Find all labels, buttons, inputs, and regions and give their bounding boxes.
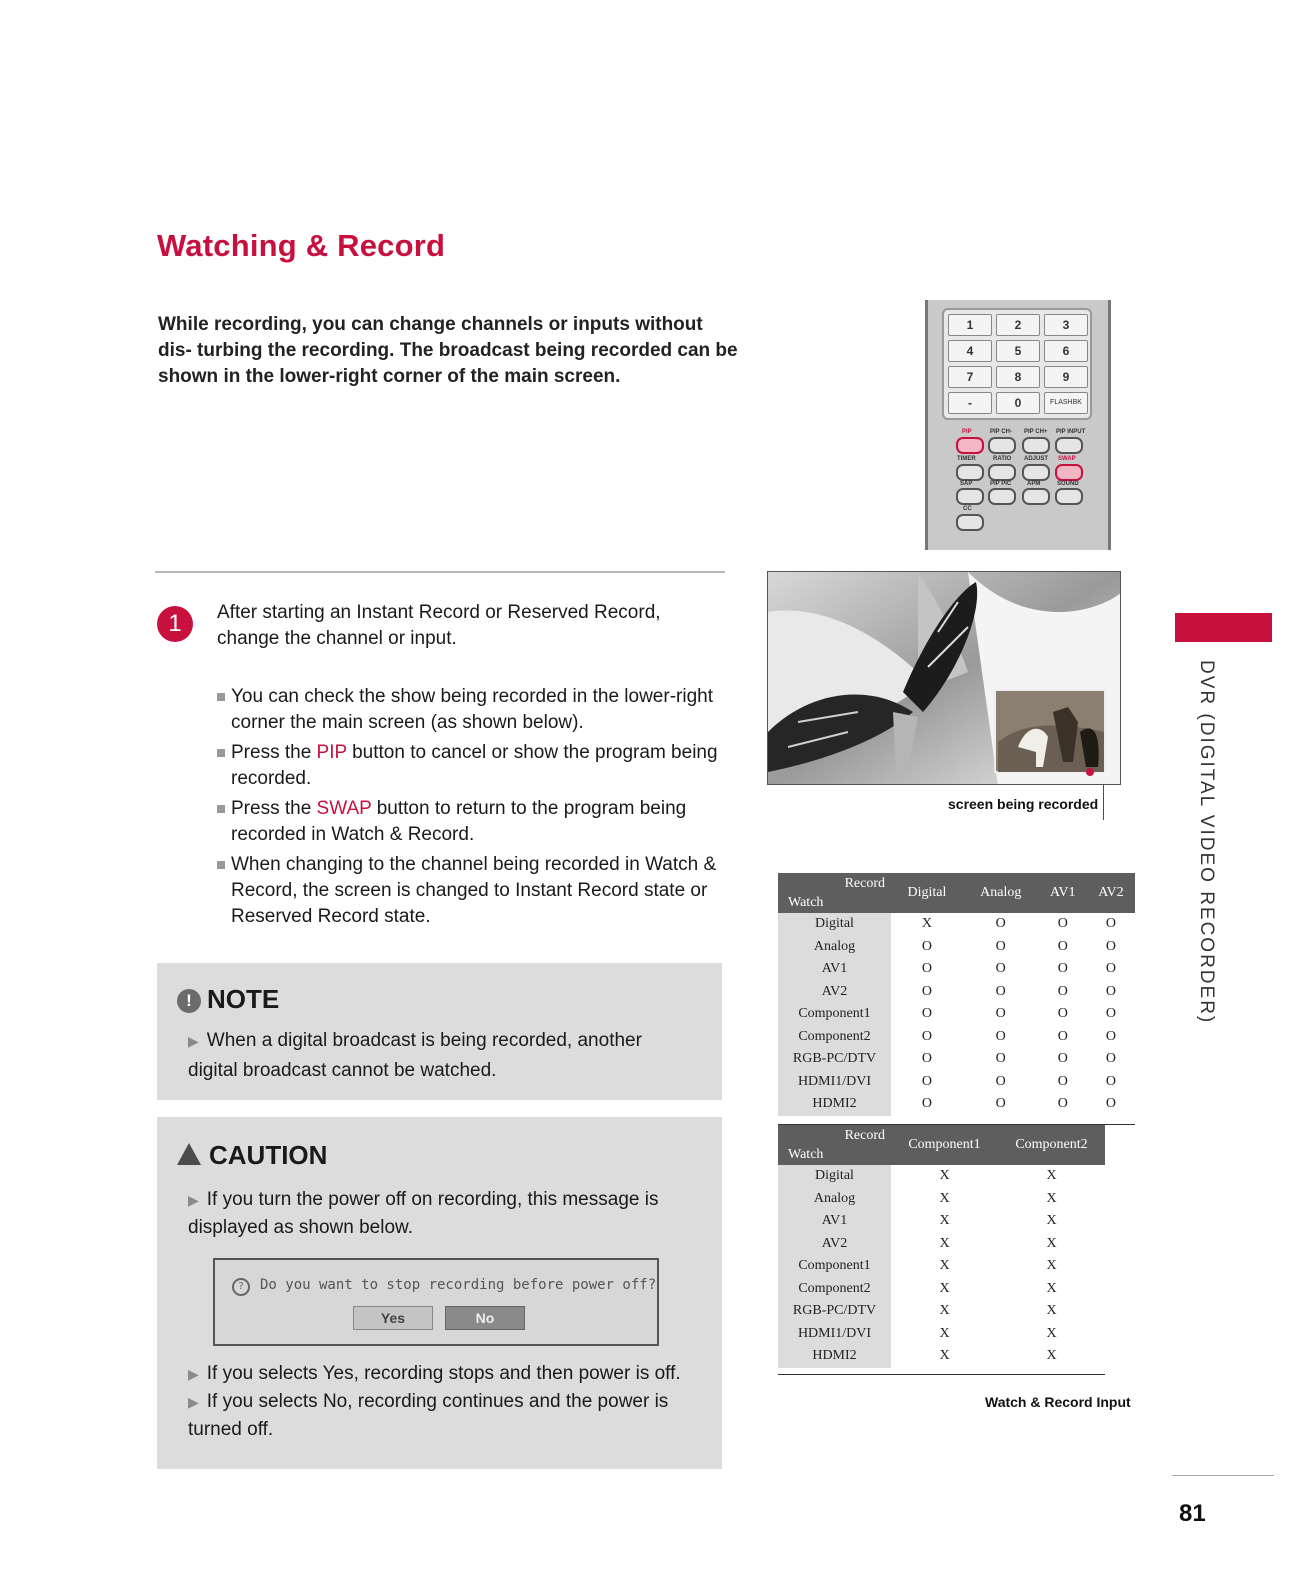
arrow-bullet-icon: ▶ [188,1394,199,1410]
bullet-square-icon [217,693,225,701]
arrow-bullet-icon: ▶ [188,1192,199,1208]
table2-cell: X [939,1280,950,1296]
table1-cell: O [1105,938,1116,954]
table2-row-header: Analog [778,1188,891,1211]
table1-row-header: RGB-PC/DTV [778,1048,891,1071]
table2-cell: X [939,1258,950,1274]
table2-cell: X [1046,1280,1057,1296]
remote-label-timer: TIMER [957,456,976,462]
bullet-square-icon [217,861,225,869]
remote-label-adjust: ADJUST [1024,456,1049,462]
table1-cell: O [1105,961,1116,977]
watch-record-table-1 [778,873,1135,1116]
remote-pip-pic-button [988,488,1016,505]
table1-row [778,1071,1135,1094]
remote-label-pip-ch-down: PIP CH- [990,429,1012,435]
intro-paragraph: While recording, you can change channels or inputs without dis- turbing the recording. The broadcast being recorded can be shown in the lower-right corner of the main screen. [158,314,738,387]
bullet-item: When changing to the channel being recorded in Watch & Record, the screen is changed to Instant Record state or Reserved Record state. [217,852,727,930]
table2-cell: X [1046,1258,1057,1274]
table1-cell: O [1057,961,1068,977]
table1-corner-header: Record Watch [778,873,891,913]
remote-swap-button [1055,464,1083,481]
table2-cell: X [1046,1348,1057,1364]
arrow-bullet-icon: ▶ [188,1366,199,1382]
power-off-dialog [213,1258,659,1346]
table1-col-header: Analog [963,873,1039,913]
remote-label-pip-ch-up: PIP CH+ [1024,429,1048,435]
dialog-message: ? Do you want to stop recording before power off? [232,1277,656,1296]
remote-pip-button [956,437,984,454]
remote-key-dash: - [948,392,992,414]
remote-label-apm: APM [1027,481,1041,487]
table1-cell: O [995,961,1006,977]
table2-cell: X [1046,1190,1057,1206]
table2-cell: X [1046,1325,1057,1341]
bullet-item: Press the SWAP button to return to the program being recorded in Watch & Record. [217,796,727,848]
caution-heading: CAUTION [177,1140,327,1171]
table2-row-header: Digital [778,1165,891,1188]
table1-row [778,1003,1135,1026]
bullet-item: Press the PIP button to cancel or show the program being recorded. [217,740,727,792]
remote-key-flashbk: FLASHBK [1044,392,1088,414]
table2-row [778,1345,1105,1368]
footer-rule [1172,1475,1274,1476]
bullet-square-icon [217,805,225,813]
table1-cell: O [1105,1096,1116,1112]
table2-body [778,1165,1105,1368]
table1-cell: O [995,938,1006,954]
question-icon: ? [232,1278,250,1296]
remote-sap-button [956,488,984,505]
remote-key-7: 7 [948,366,992,388]
caution-text-1: ▶ If you turn the power off on recording, this message is displayed as shown below. [188,1189,659,1238]
table2-corner-header: Record Watch [778,1125,891,1165]
remote-label-cc: CC [963,506,972,512]
table2-row [778,1188,1105,1211]
remote-key-3: 3 [1044,314,1088,336]
remote-sound-button [1055,488,1083,505]
table1-cell: O [1105,1006,1116,1022]
table2-row [778,1323,1105,1346]
table2-row-header: AV2 [778,1233,891,1256]
table2-row-header: Component1 [778,1255,891,1278]
watch-record-table-2 [778,1125,1105,1368]
table1-cell: O [1105,1051,1116,1067]
dialog-no-button[interactable]: No [445,1306,525,1330]
table1-cell: O [1057,938,1068,954]
bullet-item: You can check the show being recorded in the lower-right corner the main screen (as shown below). [217,684,727,736]
remote-cc-button [956,514,984,531]
table1-row-header: AV1 [778,958,891,981]
remote-pip-input-button [1055,437,1083,454]
remote-label-pip-input: PIP INPUT [1056,429,1086,435]
butterfly-image [768,572,1121,785]
remote-key-1: 1 [948,314,992,336]
table2-row [778,1278,1105,1301]
table1-row-header: Digital [778,913,891,936]
table1-row [778,913,1135,936]
remote-label-sap: SAP [960,481,973,487]
table1-col-header: AV1 [1039,873,1087,913]
remote-label-swap: SWAP [1058,456,1076,462]
table1-cell: O [1105,1028,1116,1044]
table1-row-header: Component1 [778,1003,891,1026]
warning-triangle-icon [177,1143,201,1165]
table2-row-header: Component2 [778,1278,891,1301]
table2-cell: X [1046,1235,1057,1251]
table1-cell: O [921,1051,932,1067]
table1-cell: O [921,1073,932,1089]
table-caption: Watch & Record Input [985,1394,1131,1410]
table1-cell: O [1057,1051,1068,1067]
table1-col-header: AV2 [1087,873,1135,913]
remote-key-6: 6 [1044,340,1088,362]
swap-key-name: SWAP [316,798,372,819]
table1-row-header: AV2 [778,981,891,1004]
table2-cell: X [939,1235,950,1251]
table2-cell: X [939,1325,950,1341]
caution-bullet-no: ▶ If you selects No, recording continues and the power is turned off. [188,1391,669,1440]
remote-timer-button [956,464,984,481]
table1-row-header: HDMI1/DVI [778,1071,891,1094]
table1-cell: O [1057,1028,1068,1044]
table1-cell: O [921,1096,932,1112]
table1-cell: O [1057,1073,1068,1089]
remote-key-0: 0 [996,392,1040,414]
table1-row [778,936,1135,959]
dialog-yes-button[interactable]: Yes [353,1306,433,1330]
remote-key-8: 8 [996,366,1040,388]
table1-cell: O [1057,1006,1068,1022]
remote-label-sound: SOUND [1057,481,1079,487]
table1-row-header: HDMI2 [778,1093,891,1116]
section-divider [155,571,725,573]
table2-row-header: AV1 [778,1210,891,1233]
table1-cell: O [995,1096,1006,1112]
photo-caption: screen being recorded [948,796,1099,812]
table2-row [778,1300,1105,1323]
table1-cell: O [995,1028,1006,1044]
page-number: 81 [1179,1500,1206,1527]
table2-row-header: HDMI1/DVI [778,1323,891,1346]
table2-cell: X [1046,1303,1057,1319]
step-text: After starting an Instant Record or Reserved Record, change the channel or input. [217,602,661,649]
table1-row [778,981,1135,1004]
table1-cell: O [995,916,1006,932]
step-number-badge: 1 [157,606,193,642]
caution-bullet-yes: ▶ If you selects Yes, recording stops and then power is off. [188,1363,681,1384]
remote-adjust-button [1022,464,1050,481]
table1-cell: O [921,961,932,977]
table1-cell: X [921,916,932,932]
table2-cell: X [939,1213,950,1229]
table1-row [778,1026,1135,1049]
bullet-list [217,684,727,934]
remote-key-5: 5 [996,340,1040,362]
table2-col-header: Component2 [998,1125,1105,1165]
remote-apm-button [1022,488,1050,505]
section-tab-marker [1175,613,1272,642]
caution-text-2 [188,1360,708,1444]
section-side-label: DVR (DIGITAL VIDEO RECORDER) [1196,660,1217,1025]
remote-label-ratio: RATIO [993,456,1012,462]
table1-cell: O [1105,1073,1116,1089]
table1-body [778,913,1135,1116]
table2-cell: X [1046,1168,1057,1184]
table2-bottom-rule [778,1374,1105,1375]
table2-cell: X [1046,1213,1057,1229]
remote-key-9: 9 [1044,366,1088,388]
table1-row [778,1048,1135,1071]
table1-cell: O [921,1028,932,1044]
table2-cell: X [939,1190,950,1206]
remote-key-2: 2 [996,314,1040,336]
table2-cell: X [939,1168,950,1184]
table1-cell: O [1105,916,1116,932]
table1-cell: O [1057,1096,1068,1112]
remote-key-4: 4 [948,340,992,362]
remote-function-buttons [930,425,1100,545]
table2-row [778,1255,1105,1278]
table1-cell: O [921,983,932,999]
remote-label-pip: PIP [962,429,972,435]
caption-pointer-line [1103,784,1104,820]
table2-row-header: RGB-PC/DTV [778,1300,891,1323]
remote-pip-ch-up-button [1022,437,1050,454]
table1-row [778,958,1135,981]
remote-label-pip-pic: PIP PIC [990,481,1012,487]
note-text: ▶ When a digital broadcast is being recorded, another digital broadcast cannot be watched. [188,1030,642,1081]
table1-row-header: Component2 [778,1026,891,1049]
remote-numpad [942,308,1092,420]
table2-row [778,1165,1105,1188]
table1-cell: O [995,1073,1006,1089]
table1-row-header: Analog [778,936,891,959]
pip-key-name: PIP [316,742,347,763]
table1-cell: O [921,938,932,954]
table2-cell: X [939,1348,950,1364]
table1-cell: O [1057,983,1068,999]
exclamation-icon: ! [177,989,201,1013]
screen-example-photo [767,571,1121,785]
table1-cell: O [995,1006,1006,1022]
table1-cell: O [1105,983,1116,999]
table1-col-header: Digital [891,873,963,913]
table1-cell: O [995,1051,1006,1067]
arrow-bullet-icon: ▶ [188,1033,199,1049]
table1-cell: O [1057,916,1068,932]
table2-col-header: Component1 [891,1125,998,1165]
table2-row [778,1233,1105,1256]
table2-row [778,1210,1105,1233]
note-heading: ! NOTE [177,984,279,1015]
remote-ratio-button [988,464,1016,481]
remote-pip-ch-down-button [988,437,1016,454]
page-title: Watching & Record [157,228,446,263]
bullet-square-icon [217,749,225,757]
table1-cell: O [921,1006,932,1022]
table2-row-header: HDMI2 [778,1345,891,1368]
table2-cell: X [939,1303,950,1319]
table1-row [778,1093,1135,1116]
table1-cell: O [995,983,1006,999]
